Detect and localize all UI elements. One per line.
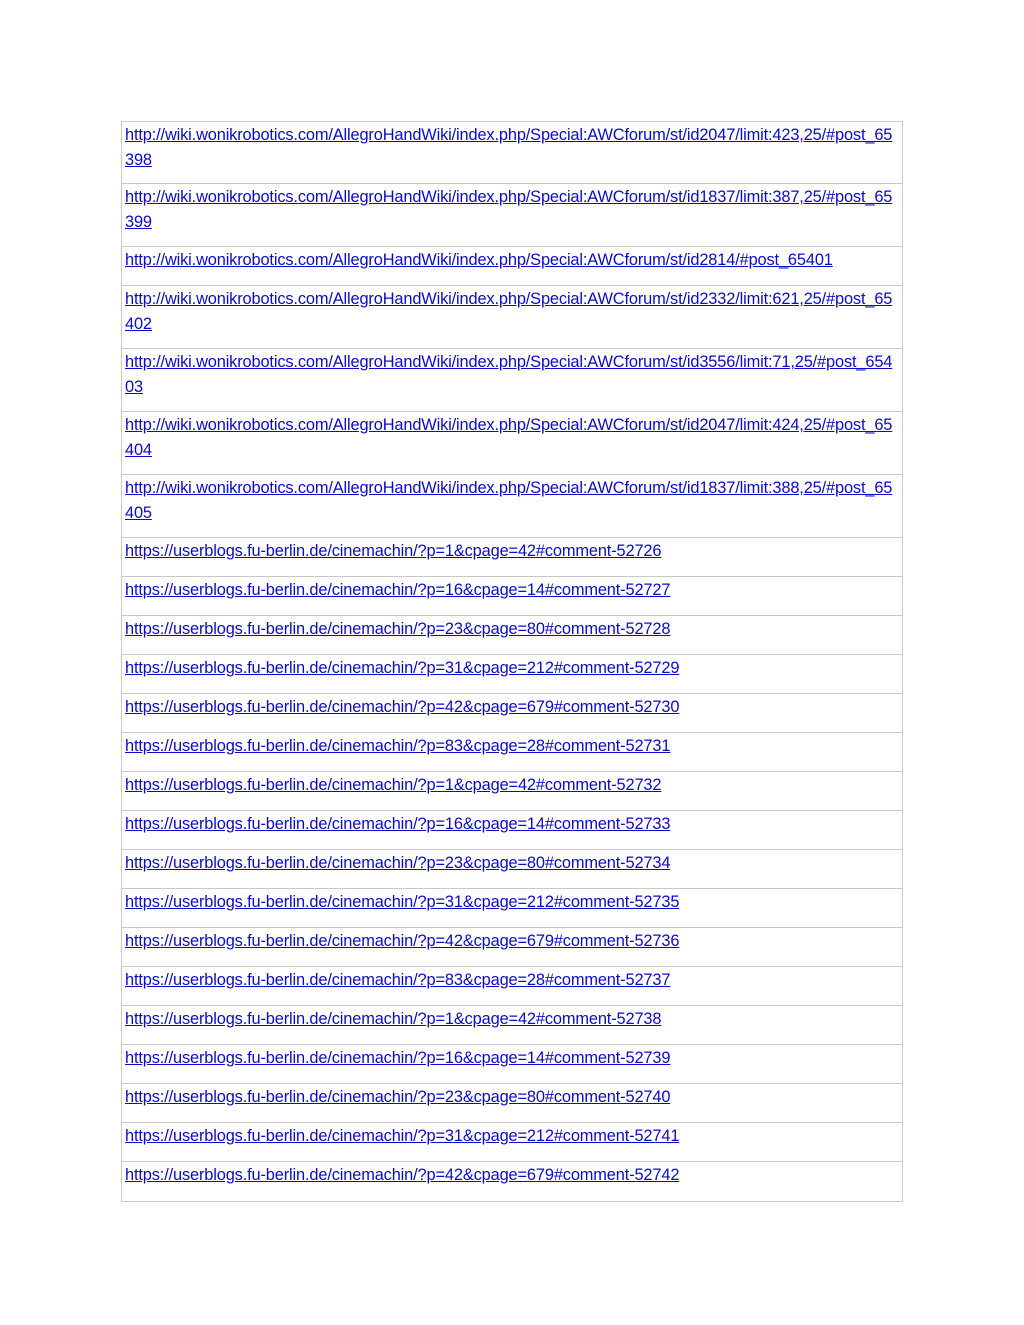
table-row — [122, 349, 902, 412]
url-link[interactable]: https://userblogs.fu-berlin.de/cinemachin/?p=42&cpage=679#comment-52736 — [125, 932, 680, 950]
url-link[interactable]: http://wiki.wonikrobotics.com/AllegroHandWiki/index.php/Special:AWCforum/st/id1837/limit:388,25/#post_65405 — [125, 479, 893, 522]
table-row — [122, 616, 902, 655]
url-link[interactable]: https://userblogs.fu-berlin.de/cinemachin/?p=83&cpage=28#comment-52737 — [125, 971, 671, 989]
table-row — [122, 1123, 902, 1162]
table-row — [122, 928, 902, 967]
table-row — [122, 122, 902, 184]
url-link[interactable]: https://userblogs.fu-berlin.de/cinemachin/?p=1&cpage=42#comment-52738 — [125, 1010, 662, 1028]
url-link[interactable]: http://wiki.wonikrobotics.com/AllegroHandWiki/index.php/Special:AWCforum/st/id2047/limit:424,25/#post_65404 — [125, 416, 893, 459]
table-row — [122, 412, 902, 475]
url-link[interactable]: http://wiki.wonikrobotics.com/AllegroHandWiki/index.php/Special:AWCforum/st/id2047/limit:423,25/#post_65398 — [125, 126, 893, 169]
table-row — [122, 577, 902, 616]
table-row — [122, 811, 902, 850]
url-link[interactable]: http://wiki.wonikrobotics.com/AllegroHandWiki/index.php/Special:AWCforum/st/id2814/#post_65401 — [125, 251, 833, 269]
table-row — [122, 733, 902, 772]
table-row — [122, 967, 902, 1006]
url-link[interactable]: https://userblogs.fu-berlin.de/cinemachin/?p=31&cpage=212#comment-52729 — [125, 659, 680, 677]
url-link[interactable]: https://userblogs.fu-berlin.de/cinemachin/?p=23&cpage=80#comment-52728 — [125, 620, 671, 638]
table-row — [122, 475, 902, 538]
table-row — [122, 538, 902, 577]
link-table — [121, 121, 903, 1202]
table-row — [122, 286, 902, 349]
url-link[interactable]: https://userblogs.fu-berlin.de/cinemachin/?p=31&cpage=212#comment-52741 — [125, 1127, 680, 1145]
url-link[interactable]: https://userblogs.fu-berlin.de/cinemachin/?p=83&cpage=28#comment-52731 — [125, 737, 671, 755]
table-row — [122, 184, 902, 247]
table-row — [122, 1045, 902, 1084]
url-link[interactable]: https://userblogs.fu-berlin.de/cinemachin/?p=42&cpage=679#comment-52730 — [125, 698, 680, 716]
table-row — [122, 655, 902, 694]
url-link[interactable]: http://wiki.wonikrobotics.com/AllegroHandWiki/index.php/Special:AWCforum/st/id1837/limit:387,25/#post_65399 — [125, 188, 893, 231]
url-link[interactable]: http://wiki.wonikrobotics.com/AllegroHandWiki/index.php/Special:AWCforum/st/id2332/limit:621,25/#post_65402 — [125, 290, 893, 333]
url-link[interactable]: https://userblogs.fu-berlin.de/cinemachin/?p=23&cpage=80#comment-52734 — [125, 854, 671, 872]
table-row — [122, 1162, 902, 1201]
table-row — [122, 850, 902, 889]
table-row — [122, 889, 902, 928]
table-row — [122, 772, 902, 811]
url-link[interactable]: http://wiki.wonikrobotics.com/AllegroHandWiki/index.php/Special:AWCforum/st/id3556/limit:71,25/#post_65403 — [125, 353, 893, 396]
url-link[interactable]: https://userblogs.fu-berlin.de/cinemachin/?p=16&cpage=14#comment-52739 — [125, 1049, 671, 1067]
url-link[interactable]: https://userblogs.fu-berlin.de/cinemachin/?p=16&cpage=14#comment-52727 — [125, 581, 671, 599]
url-link[interactable]: https://userblogs.fu-berlin.de/cinemachin/?p=31&cpage=212#comment-52735 — [125, 893, 680, 911]
url-link[interactable]: https://userblogs.fu-berlin.de/cinemachin/?p=16&cpage=14#comment-52733 — [125, 815, 671, 833]
url-link[interactable]: https://userblogs.fu-berlin.de/cinemachin/?p=42&cpage=679#comment-52742 — [125, 1166, 680, 1184]
url-link[interactable]: https://userblogs.fu-berlin.de/cinemachin/?p=1&cpage=42#comment-52732 — [125, 776, 662, 794]
table-row — [122, 694, 902, 733]
url-link[interactable]: https://userblogs.fu-berlin.de/cinemachin/?p=23&cpage=80#comment-52740 — [125, 1088, 671, 1106]
table-row — [122, 1006, 902, 1045]
table-row — [122, 247, 902, 286]
table-row — [122, 1084, 902, 1123]
url-link[interactable]: https://userblogs.fu-berlin.de/cinemachin/?p=1&cpage=42#comment-52726 — [125, 542, 662, 560]
